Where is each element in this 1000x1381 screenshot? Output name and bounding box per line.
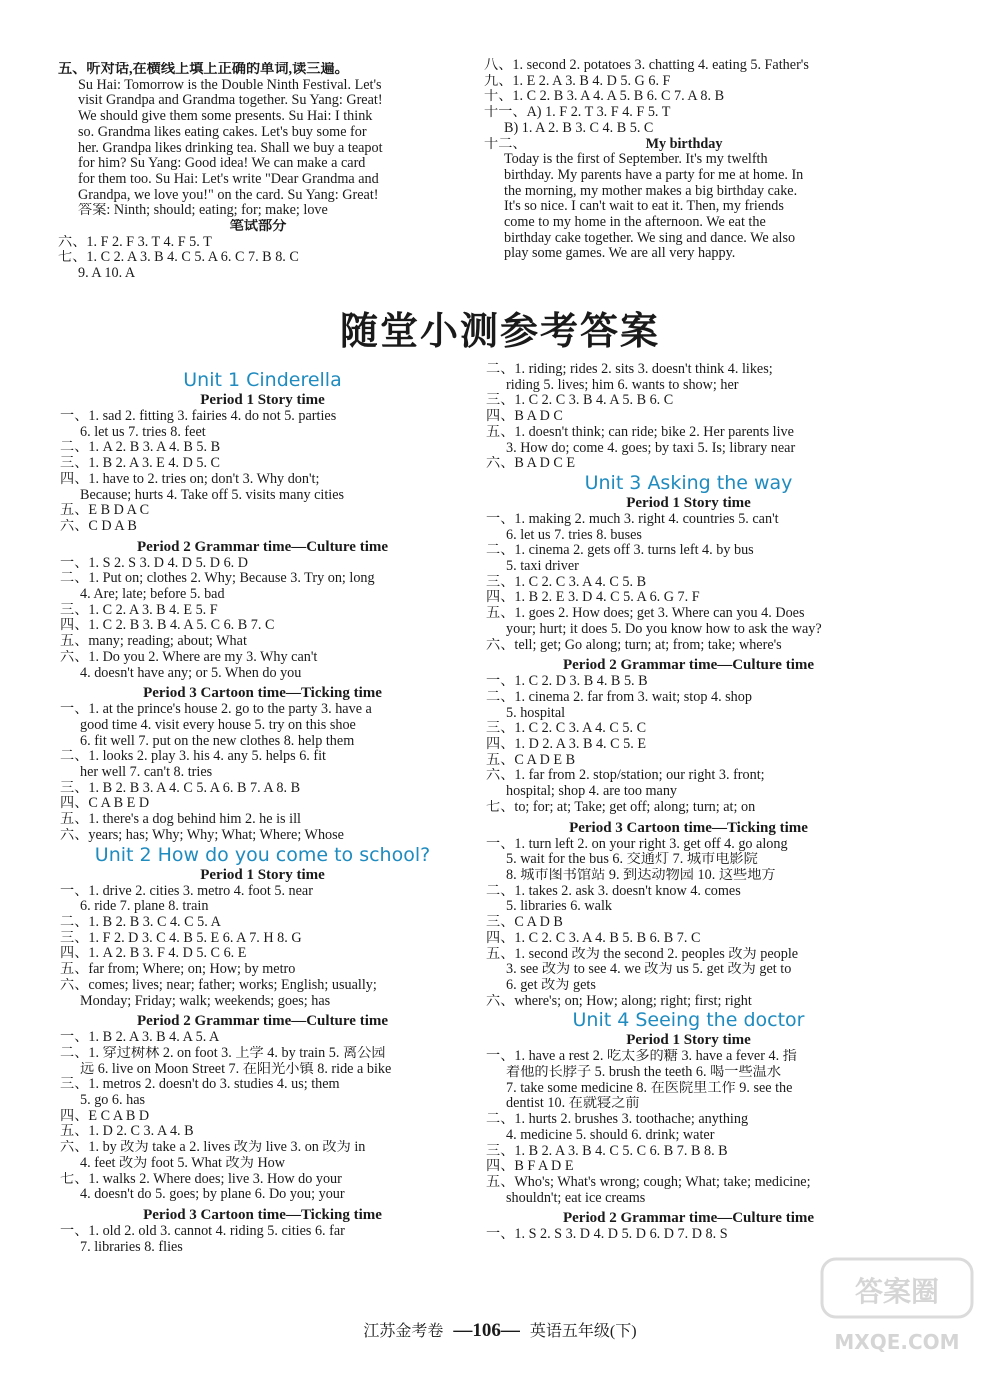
answer-line: 一、1. S 2. S 3. D 4. D 5. D 6. D bbox=[60, 555, 248, 571]
u2-period3-title: Period 3 Cartoon time—Ticking time bbox=[143, 1206, 382, 1223]
answer-line: 5. go 6. has bbox=[80, 1093, 146, 1109]
answer-line: 三、1. C 2. C 3. A 4. C 5. C bbox=[486, 721, 647, 737]
answer-line: your; hurt; it does 5. Do you know how to ask the way? bbox=[506, 621, 822, 637]
essay-line: the morning, my mother makes a big birthday cake. bbox=[504, 183, 798, 199]
essay-heading-row bbox=[484, 137, 884, 153]
answer-line: 三、1. C 2. C 3. B 4. A 5. B 6. C bbox=[486, 393, 674, 409]
answer-line: B) 1. A 2. B 3. C 4. B 5. C bbox=[504, 120, 654, 136]
unit3-title: Unit 3 Asking the way bbox=[584, 471, 793, 494]
essay-line: come to my home in the afternoon. We eat the bbox=[504, 215, 766, 231]
answer-line: 三、1. F 2. D 3. C 4. B 5. E 6. A 7. H 8. G bbox=[60, 930, 302, 946]
answer-line: 十、1. C 2. B 3. A 4. A 5. B 6. C 7. A 8. B bbox=[484, 89, 725, 105]
watermark-text: 答案圈 bbox=[854, 1275, 940, 1308]
answer-line: 6. ride 7. plane 8. train bbox=[80, 899, 209, 915]
answer-line: 五、1. goes 2. How does; get 3. Where can you 4. Does bbox=[486, 606, 805, 622]
essay-line: birthday cake together. We sing and dance. We also bbox=[504, 230, 796, 246]
answer-line: 4. doesn't have any; or 5. When do you bbox=[80, 665, 302, 681]
answer-line: 5. wait for the bus 6. 交通灯 7. 城市电影院 bbox=[506, 852, 758, 868]
u1-period1-title: Period 1 Story time bbox=[200, 392, 325, 408]
answer-line: 二、1. A 2. B 3. A 4. B 5. B bbox=[60, 440, 221, 456]
dialogue-line: visit Grandpa and Grandma together. Su Yang: Great! bbox=[78, 93, 383, 109]
answer-line: 四、1. A 2. B 3. F 4. D 5. C 6. E bbox=[60, 946, 247, 962]
answer-line: 3. How do; come 4. goes; by taxi 5. Is; library near bbox=[506, 440, 796, 456]
u2-period2-answers bbox=[60, 1030, 465, 1203]
answer-line: 4. medicine 5. should 6. drink; water bbox=[506, 1127, 715, 1143]
dialogue-paragraph bbox=[58, 78, 458, 204]
answer-line: 六、1. far from 2. stop/station; our right 3. front; bbox=[486, 768, 765, 784]
answer-line: 6. let us 7. tries 8. feet bbox=[80, 424, 206, 440]
answer-line: 五、many; reading; about; What bbox=[60, 634, 247, 650]
dialogue-line: for him? Su Yang: Good idea! We can make a card bbox=[78, 156, 366, 172]
dialogue-line: so. Grandma likes eating cakes. Let's buy some for bbox=[78, 124, 367, 140]
essay-body bbox=[484, 152, 884, 262]
essay-line: It's so nice. I can't wait to eat it. Then, my friends bbox=[504, 199, 784, 215]
listening-answer: 答案: Ninth; should; eating; for; make; love bbox=[78, 203, 328, 219]
answer-line: 一、1. have a rest 2. 吃太多的糖 3. have a fever 4. 指 bbox=[486, 1049, 797, 1065]
u1-period1-answers bbox=[60, 409, 465, 535]
u1-period3-answers bbox=[60, 702, 465, 843]
u1-period2-title: Period 2 Grammar time—Culture time bbox=[136, 538, 389, 555]
answer-line: Monday; Friday; walk; weekends; goes; has bbox=[80, 993, 331, 1009]
answer-line: 9. A 10. A bbox=[78, 266, 136, 282]
page-number: —106— bbox=[453, 1320, 520, 1341]
u3-period3-answers bbox=[486, 837, 891, 1010]
answer-line: 一、1. sad 2. fitting 3. fairies 4. do not 5. parties bbox=[60, 409, 337, 424]
answer-line: 一、1. C 2. D 3. B 4. B 5. B bbox=[486, 674, 648, 690]
page-title: 随堂小测参考答案 bbox=[339, 309, 660, 353]
answer-line: 三、1. B 2. A 3. B 4. C 5. C 6. B 7. B 8. B bbox=[486, 1143, 728, 1159]
answers-8-to-11 bbox=[484, 58, 884, 137]
answer-line: 五、Who's; What's wrong; cough; What; take; medicine; bbox=[486, 1174, 811, 1190]
answer-line: 7. take some medicine 8. 在医院里工作 9. see the bbox=[506, 1080, 793, 1096]
u4-period2-title: Period 2 Grammar time—Culture time bbox=[562, 1210, 815, 1227]
answer-line: 五、1. D 2. C 3. A 4. B bbox=[60, 1124, 194, 1140]
answer-line: 七、1. C 2. A 3. B 4. C 5. A 6. C 7. B 8. C bbox=[58, 250, 299, 266]
answer-line: 六、1. by 改为 take a 2. lives 改为 live 3. on 改为 in bbox=[60, 1140, 366, 1156]
answer-line: 二、1. B 2. B 3. C 4. C 5. A bbox=[60, 914, 221, 930]
answer-line: 二、1. hurts 2. brushes 3. toothache; anything bbox=[486, 1112, 749, 1128]
answer-line: 一、1. B 2. A 3. B 4. A 5. A bbox=[60, 1030, 220, 1046]
answer-line: hospital; shop 4. are too many bbox=[506, 784, 678, 800]
u2-period1-title: Period 1 Story time bbox=[200, 866, 325, 883]
answer-line: 二、1. 穿过树林 2. on foot 3. 上学 4. by train 5. 离公园 bbox=[60, 1045, 386, 1061]
answer-line: 二、1. looks 2. play 3. his 4. any 5. helps 6. fit bbox=[60, 749, 327, 765]
right-column bbox=[486, 362, 891, 1243]
answer-line: 六、C D A B bbox=[60, 518, 137, 534]
answer-line: 一、1. at the prince's house 2. go to the party 3. have a bbox=[60, 702, 372, 718]
answer-line: dentist 10. 在就寝之前 bbox=[506, 1096, 640, 1112]
u3-period1-answers bbox=[486, 512, 891, 653]
answer-line: 二、1. takes 2. ask 3. doesn't know 4. comes bbox=[486, 883, 741, 899]
answer-line: 5. hospital bbox=[506, 705, 566, 721]
u2-period3-answers-cont bbox=[486, 362, 891, 472]
answer-line: 三、1. B 2. A 3. E 4. D 5. C bbox=[60, 456, 221, 472]
watermark-logo bbox=[818, 1253, 978, 1363]
answer-line: 4. doesn't do 5. goes; by plane 6. Do you; your bbox=[80, 1187, 345, 1203]
dialogue-line: her. Grandpa likes drinking tea. Shall we buy a teapot bbox=[78, 140, 383, 156]
answer-line: 十一、A) 1. F 2. T 3. F 4. F 5. T bbox=[484, 105, 671, 121]
answer-line: riding 5. lives; him 6. wants to show; her bbox=[506, 377, 739, 393]
answer-line: 五、1. second 改为 the second 2. peoples 改为 people bbox=[486, 946, 799, 962]
answer-line: 四、B F A D E bbox=[486, 1159, 574, 1175]
answer-line: shouldn't; eat ice creams bbox=[506, 1190, 646, 1206]
dialogue-line: We should give them some presents. Su Hai: I think bbox=[78, 109, 373, 125]
essay-line: play some games. We are all very happy. bbox=[504, 246, 736, 262]
answer-line: Because; hurts 4. Take off 5. visits many cities bbox=[80, 487, 345, 503]
answer-line: 三、1. C 2. A 3. B 4. E 5. F bbox=[60, 602, 218, 618]
answer-line: 8. 城市图书馆站 9. 到达动物园 10. 这些地方 bbox=[506, 867, 776, 883]
answer-line: 三、1. metros 2. doesn't do 3. studies 4. us; them bbox=[60, 1077, 340, 1093]
watermark-url: MXQE.COM bbox=[834, 1330, 960, 1354]
answer-line: 四、1. C 2. B 3. B 4. A 5. C 6. B 7. C bbox=[60, 618, 275, 634]
u4-period1-answers bbox=[486, 1049, 891, 1206]
unit2-title: Unit 2 How do you come to school? bbox=[94, 843, 431, 866]
answer-line: 三、C A D B bbox=[486, 915, 563, 931]
unit1-title: Unit 1 Cinderella bbox=[183, 369, 342, 391]
u1-period2-answers bbox=[60, 556, 465, 682]
u3-period3-title: Period 3 Cartoon time—Ticking time bbox=[569, 819, 808, 836]
u4-period2-answers bbox=[486, 1227, 891, 1243]
footer-subject: 英语五年级(下) bbox=[529, 1323, 637, 1340]
listening-section bbox=[58, 62, 458, 282]
answer-line: good time 4. visit every house 5. try on this shoe bbox=[80, 717, 356, 733]
answer-line: 七、to; for; at; Take; get off; along; turn; at; on bbox=[486, 799, 756, 815]
answer-line: 六、years; has; Why; Why; What; Where; Whose bbox=[60, 827, 344, 843]
footer-series: 江苏金考卷 bbox=[363, 1323, 444, 1340]
answer-line: 一、1. old 2. old 3. cannot 4. riding 5. cities 6. far bbox=[60, 1223, 345, 1239]
answer-line: 四、B A D C bbox=[486, 409, 563, 425]
dialogue-line: Grandpa, we love you!" on the card. Su Yang: Great! bbox=[78, 187, 379, 203]
left-column bbox=[60, 369, 465, 1255]
answer-line: 九、1. E 2. A 3. B 4. D 5. G 6. F bbox=[484, 73, 671, 89]
answer-line: her well 7. can't 8. tries bbox=[80, 765, 213, 781]
answer-line: 5. taxi driver bbox=[506, 559, 579, 575]
dialogue-line: Su Hai: Tomorrow is the Double Ninth Festival. Let's bbox=[78, 77, 382, 93]
listening-heading: 五、听对话,在横线上填上正确的单词,读三遍。 bbox=[58, 62, 349, 77]
essay-line: birthday. My parents have a party for me at home. In bbox=[504, 167, 804, 183]
answer-line: 五、E B D A C bbox=[60, 503, 150, 519]
u3-period2-answers bbox=[486, 674, 891, 815]
top-right-answers bbox=[484, 58, 884, 262]
answer-line: 六、B A D C E bbox=[486, 456, 576, 472]
answer-line: 7. libraries 8. flies bbox=[80, 1239, 183, 1255]
essay-label: 十二、 bbox=[484, 136, 527, 152]
written-answers bbox=[58, 235, 458, 282]
dialogue-line: for them too. Su Hai: Let's write "Dear Grandma and bbox=[78, 171, 379, 187]
answer-line: 6. let us 7. tries 8. buses bbox=[506, 527, 642, 543]
answer-line: 五、1. there's a dog behind him 2. he is ill bbox=[60, 812, 301, 828]
answer-line: 六、where's; on; How; along; right; first; right bbox=[486, 993, 752, 1009]
answer-line: 3. see 改为 to see 4. we 改为 us 5. get 改为 get to bbox=[506, 962, 792, 978]
u1-period3-title: Period 3 Cartoon time—Ticking time bbox=[143, 685, 382, 702]
answer-line: 六、1. Do you 2. Where are my 3. Why can't bbox=[60, 649, 318, 665]
u2-period1-answers bbox=[60, 884, 465, 1010]
answer-line: 二、1. cinema 2. far from 3. wait; stop 4. shop bbox=[486, 689, 752, 705]
answer-line: 七、1. walks 2. Where does; live 3. How do your bbox=[60, 1171, 342, 1187]
answer-line: 三、1. C 2. C 3. A 4. C 5. B bbox=[486, 574, 647, 590]
u4-period1-title: Period 1 Story time bbox=[626, 1032, 751, 1049]
answer-line: 四、1. B 2. E 3. D 4. C 5. A 6. G 7. F bbox=[486, 590, 700, 606]
u2-period3-answers bbox=[60, 1224, 465, 1255]
essay-title: My birthday bbox=[645, 136, 723, 152]
answer-line: 二、1. cinema 2. gets off 3. turns left 4. by bus bbox=[486, 543, 754, 559]
answer-line: 二、1. riding; rides 2. sits 3. doesn't think 4. likes; bbox=[486, 362, 773, 377]
answer-line: 一、1. S 2. S 3. D 4. D 5. D 6. D 7. D 8. S bbox=[486, 1227, 728, 1243]
answer-line: 六、1. F 2. F 3. T 4. F 5. T bbox=[58, 234, 212, 250]
unit4-title: Unit 4 Seeing the doctor bbox=[572, 1009, 805, 1032]
answer-line: 4. feet 改为 foot 5. What 改为 How bbox=[80, 1155, 286, 1171]
answer-line: 四、C A B E D bbox=[60, 796, 150, 812]
answer-line: 5. libraries 6. walk bbox=[506, 899, 612, 915]
answer-line: 远 6. live on Moon Street 7. 在阳光小镇 8. ride a bike bbox=[80, 1061, 392, 1077]
answer-line: 三、1. B 2. B 3. A 4. C 5. A 6. B 7. A 8. B bbox=[60, 780, 301, 796]
answer-line: 四、1. C 2. C 3. A 4. B 5. B 6. B 7. C bbox=[486, 930, 701, 946]
u3-period1-title: Period 1 Story time bbox=[626, 494, 751, 511]
essay-line: Today is the first of September. It's my twelfth bbox=[504, 152, 768, 168]
u2-period2-title: Period 2 Grammar time—Culture time bbox=[136, 1013, 389, 1030]
answer-line: 6. get 改为 gets bbox=[506, 977, 596, 993]
answer-line: 着他的长脖子 5. brush the teeth 6. 喝一些温水 bbox=[506, 1065, 782, 1081]
answer-line: 四、E C A B D bbox=[60, 1108, 150, 1124]
answer-line: 二、1. Put on; clothes 2. Why; Because 3. Try on; long bbox=[60, 571, 375, 587]
answer-line: 五、far from; Where; on; How; by metro bbox=[60, 962, 296, 978]
answer-line: 四、1. D 2. A 3. B 4. C 5. E bbox=[486, 737, 647, 753]
answer-line: 6. fit well 7. put on the new clothes 8. help them bbox=[80, 733, 355, 749]
u3-period2-title: Period 2 Grammar time—Culture time bbox=[562, 657, 815, 674]
answer-line: 一、1. making 2. much 3. right 4. countries 5. can't bbox=[486, 511, 779, 527]
answer-line: 五、C A D E B bbox=[486, 752, 576, 768]
answer-line: 四、1. have to 2. tries on; don't 3. Why don't; bbox=[60, 471, 320, 487]
answer-line: 八、1. second 2. potatoes 3. chatting 4. eating 5. Father's bbox=[484, 58, 809, 73]
answer-line: 4. Are; late; before 5. bad bbox=[80, 587, 225, 603]
answer-line: 一、1. turn left 2. on your right 3. get off 4. go along bbox=[486, 836, 788, 852]
answer-line: 六、tell; get; Go along; turn; at; from; take; where's bbox=[486, 637, 782, 653]
written-section-title: 笔试部分 bbox=[229, 219, 287, 235]
answer-line: 一、1. drive 2. cities 3. metro 4. foot 5. near bbox=[60, 883, 313, 899]
answer-line: 五、1. doesn't think; can ride; bike 2. Her parents live bbox=[486, 424, 794, 440]
answer-line: 六、comes; lives; near; father; works; English; usually; bbox=[60, 977, 377, 993]
